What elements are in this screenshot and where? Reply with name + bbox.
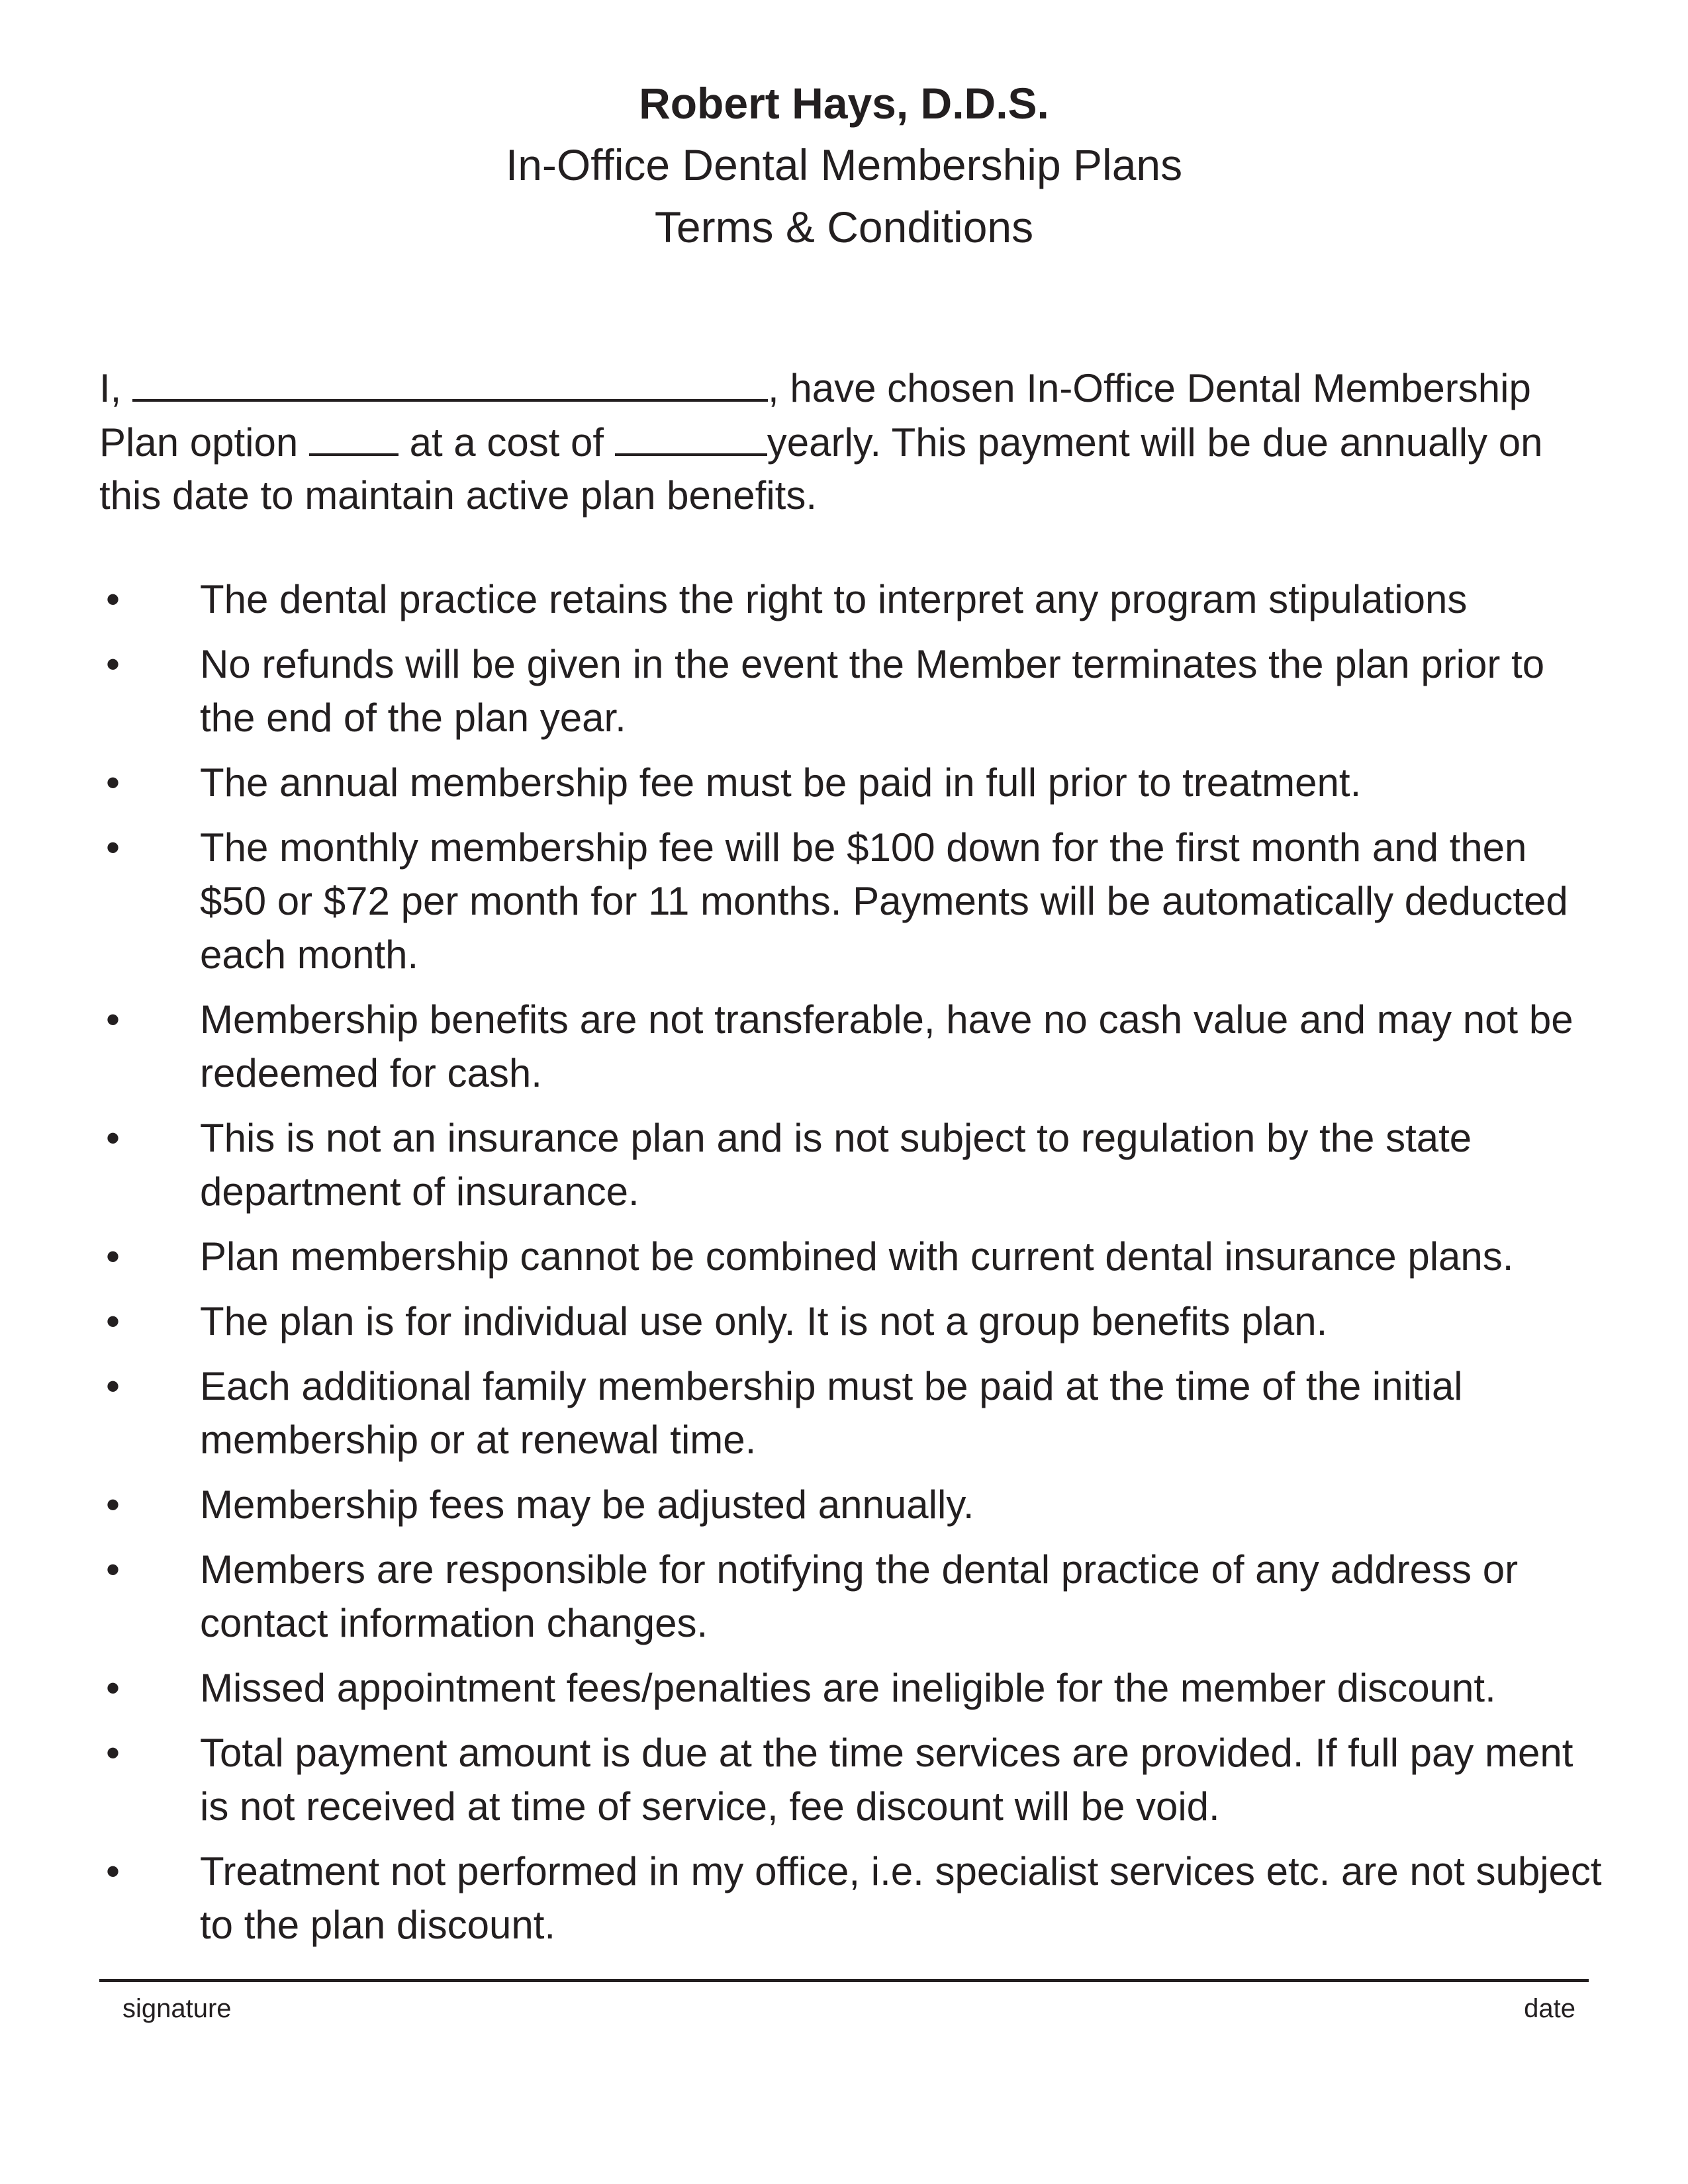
bullet-icon: • [106, 642, 120, 686]
term-item [99, 821, 1602, 981]
term-item [99, 1359, 1602, 1467]
term-text: Treatment not performed in my office, i.e. specialist services etc. are not subject to the plan discount. [200, 1849, 1602, 1947]
term-item [99, 1844, 1602, 1952]
term-text: This is not an insurance plan and is not subject to regulation by the state department of insurance. [200, 1116, 1472, 1214]
bullet-icon: • [106, 1364, 120, 1408]
bullet-icon: • [106, 760, 120, 805]
term-text: The annual membership fee must be paid in full prior to treatment. [200, 760, 1362, 805]
term-text: The monthly membership fee will be $100 down for the first month and then $50 or $72 per month for 11 months. Payments will be automatically deducted each month. [200, 825, 1568, 977]
term-text: The plan is for individual use only. It is not a group benefits plan. [200, 1299, 1328, 1343]
term-item [99, 1726, 1602, 1833]
term-item [99, 1230, 1602, 1283]
member-name-blank[interactable] [132, 361, 768, 402]
bullet-icon: • [106, 1116, 120, 1160]
term-text: The dental practice retains the right to interpret any program stipulations [200, 577, 1468, 621]
term-text: Members are responsible for notifying the dental practice of any address or contact information changes. [200, 1547, 1519, 1645]
term-text: Plan membership cannot be combined with current dental insurance plans. [200, 1234, 1514, 1279]
bullet-icon: • [106, 577, 120, 621]
bullet-icon: • [106, 825, 120, 870]
doctor-name: Robert Hays, D.D.S. [639, 79, 1049, 128]
plan-option-blank[interactable] [309, 415, 399, 456]
term-item [99, 1543, 1602, 1650]
term-item [99, 1478, 1602, 1531]
bullet-icon: • [106, 1299, 120, 1343]
bullet-icon: • [106, 1666, 120, 1710]
term-item [99, 756, 1602, 809]
bullet-icon: • [106, 1234, 120, 1279]
intro-text-3: yearly. This payment will be due annually on this date to maintain active plan benefits. [99, 420, 1543, 518]
term-text: Membership fees may be adjusted annually. [200, 1482, 974, 1527]
intro-prefix: I, [99, 366, 122, 410]
term-item [99, 1661, 1602, 1715]
term-item [99, 637, 1602, 745]
signature-line[interactable] [99, 1979, 1589, 1982]
term-text: Each additional family membership must be paid at the time of the initial membership or at renewal time. [200, 1364, 1463, 1462]
intro-text-2: at a cost of [409, 420, 604, 465]
terms-list [99, 572, 1602, 1963]
document-header [0, 73, 1688, 258]
term-text: Membership benefits are not transferable, have no cash value and may not be redeemed for cash. [200, 997, 1573, 1095]
term-item [99, 1111, 1602, 1218]
intro-text-1: , have chosen In-Office Dental Membership Plan option [99, 366, 1531, 465]
bullet-icon: • [106, 1849, 120, 1893]
document-title: Terms & Conditions [654, 203, 1034, 251]
term-text: No refunds will be given in the event the Member terminates the plan prior to the end of the plan year. [200, 642, 1545, 740]
term-item [99, 993, 1602, 1100]
intro-paragraph [99, 361, 1602, 522]
bullet-icon: • [106, 1482, 120, 1527]
term-text: Total payment amount is due at the time services are provided. If full pay ment is not received at time of service, fee discount will be void. [200, 1731, 1573, 1829]
document-subtitle: In-Office Dental Membership Plans [505, 140, 1183, 189]
term-item [99, 1295, 1602, 1348]
plan-cost-blank[interactable] [615, 415, 767, 456]
bullet-icon: • [106, 1547, 120, 1592]
bullet-icon: • [106, 1731, 120, 1775]
bullet-icon: • [106, 997, 120, 1042]
term-text: Missed appointment fees/penalties are ineligible for the member discount. [200, 1666, 1496, 1710]
term-item [99, 572, 1602, 626]
signature-label: signature [122, 1994, 232, 2023]
date-label: date [1524, 1994, 1575, 2023]
